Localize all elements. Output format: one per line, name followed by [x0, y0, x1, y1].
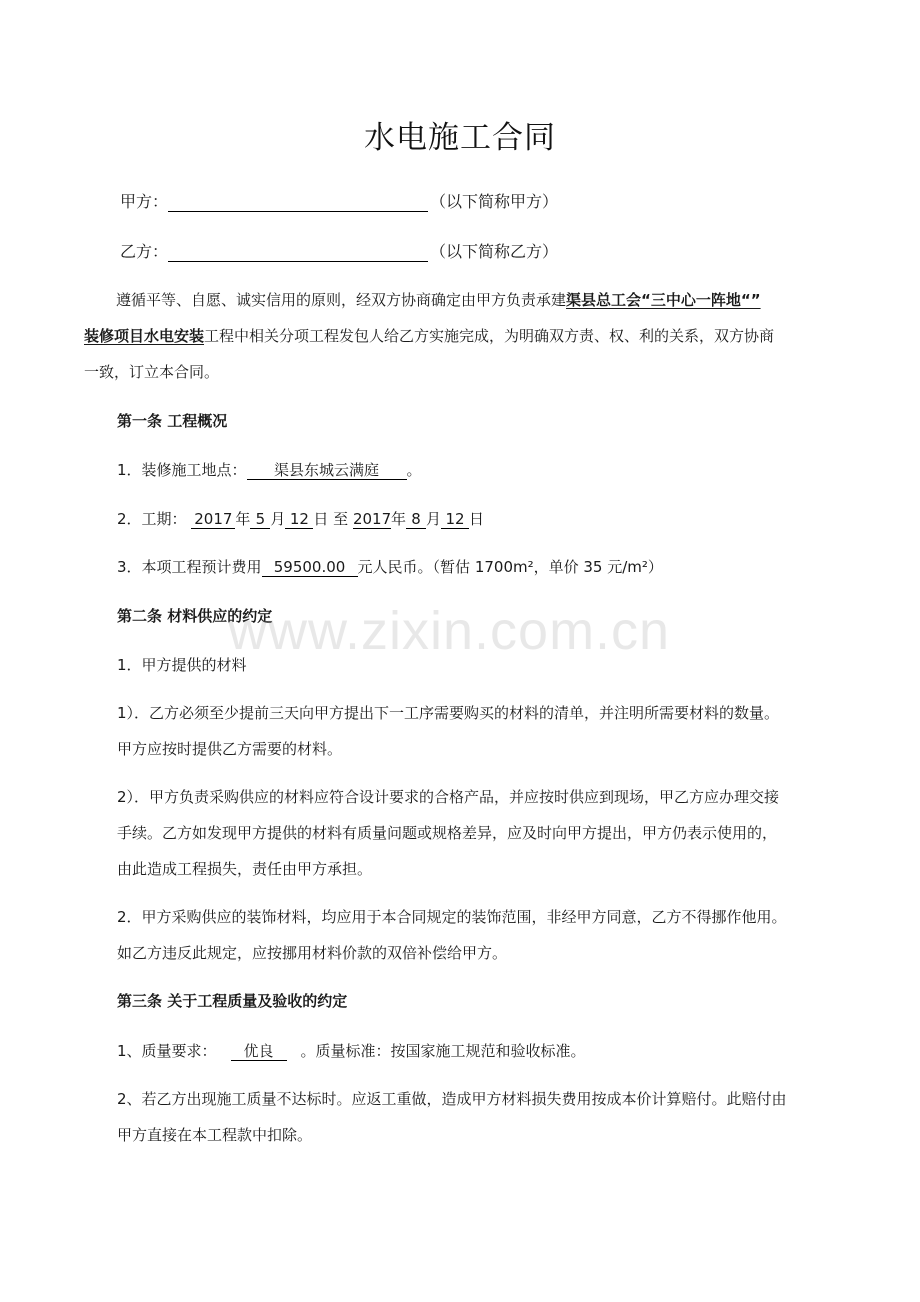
- party-a-blank[interactable]: [168, 193, 428, 212]
- day-char: 日: [468, 510, 484, 528]
- to-char: 至: [333, 510, 349, 528]
- art3-para-2a: 2、若乙方出现施工质量不达标时。应返工重做，造成甲方材料损失费用按成本价计算赔付。此赔付由: [117, 1090, 787, 1108]
- page-title: 水电施工合同: [364, 120, 556, 156]
- cost-value[interactable]: 59500.00: [262, 558, 358, 577]
- article-2-heading: 第二条 材料供应的约定: [117, 607, 273, 625]
- year-char: 年: [390, 510, 406, 528]
- party-a-suffix: （以下简称甲方）: [430, 192, 559, 211]
- start-month[interactable]: 5: [250, 510, 270, 529]
- quality-value[interactable]: 优良: [231, 1042, 287, 1061]
- party-b-label: 乙方：: [120, 242, 169, 261]
- month-char: 月: [425, 510, 441, 528]
- intro-line-2: [84, 326, 836, 346]
- party-b-line: [120, 242, 836, 262]
- intro-text-1: 遵循平等、自愿、诚实信用的原则，经双方协商确定由甲方负责承建: [116, 291, 567, 309]
- quality-line: [117, 1041, 836, 1061]
- site-label: 1．装修施工地点：: [117, 461, 247, 479]
- art2-para-3c: 由此造成工程损失，责任由甲方承担。: [117, 860, 373, 878]
- day-char: 日: [313, 510, 329, 528]
- art2-para-3b: 手续。乙方如发现甲方提供的材料有质量问题或规格差异，应及时向甲方提出，甲方仍表示使用的，: [117, 824, 778, 842]
- party-a-line: [120, 192, 836, 212]
- site-value[interactable]: 渠县东城云满庭: [247, 461, 407, 480]
- party-b-suffix: （以下简称乙方）: [430, 242, 559, 261]
- art2-para-1: 1．甲方提供的材料: [117, 656, 247, 674]
- article-3-heading: 第三条 关于工程质量及验收的约定: [117, 992, 348, 1010]
- party-a-label: 甲方：: [120, 192, 169, 211]
- end-month[interactable]: 8: [406, 510, 426, 529]
- quality-label: 1、质量要求：: [117, 1042, 217, 1060]
- period-label: 2．工期：: [117, 510, 187, 528]
- art2-para-2b: 甲方应按时提供乙方需要的材料。: [117, 740, 343, 758]
- intro-line-3: 一致，订立本合同。: [84, 363, 220, 381]
- cost-line: [117, 557, 836, 577]
- year-char: 年: [235, 510, 251, 528]
- party-b-blank[interactable]: [168, 243, 428, 262]
- end-day[interactable]: 12: [441, 510, 469, 529]
- cost-end: 元人民币。（暂估 1700m²，单价 35 元/m²）: [357, 558, 663, 576]
- cost-label: 3．本项工程预计费用: [117, 558, 262, 576]
- watermark-text: www.zixin.com.cn: [228, 601, 671, 661]
- project-name-a: 渠县总工会“三中心一阵地“”: [566, 291, 761, 309]
- art2-para-2a: 1）．乙方必须至少提前三天向甲方提出下一工序需要购买的材料的清单，并注明所需要材料的数量。: [117, 704, 780, 722]
- art2-para-4b: 如乙方违反此规定，应按挪用材料价款的双倍补偿给甲方。: [117, 944, 508, 962]
- start-year[interactable]: 2017: [191, 510, 235, 529]
- article-1-heading: 第一条 工程概况: [117, 412, 228, 430]
- site-line: [117, 460, 836, 480]
- quality-end: 。质量标准：按国家施工规范和验收标准。: [300, 1042, 586, 1060]
- art2-para-3a: 2）．甲方负责采购供应的材料应符合设计要求的合格产品，并应按时供应到现场，甲乙方应办理交接: [117, 788, 780, 806]
- art2-para-4a: 2．甲方采购供应的装饰材料，均应用于本合同规定的装饰范围，非经甲方同意，乙方不得挪作他用。: [117, 908, 787, 926]
- period-line: [117, 509, 836, 529]
- start-day[interactable]: 12: [285, 510, 313, 529]
- site-end: 。: [406, 461, 422, 479]
- month-char: 月: [270, 510, 286, 528]
- intro-text-2: 工程中相关分项工程发包人给乙方实施完成，为明确双方责、权、利的关系，双方协商: [204, 327, 775, 345]
- project-name-b: 装修项目水电安装: [84, 327, 205, 345]
- intro-line-1: [116, 290, 836, 310]
- end-year[interactable]: 2017: [352, 510, 392, 528]
- art3-para-2b: 甲方直接在本工程款中扣除。: [117, 1126, 313, 1144]
